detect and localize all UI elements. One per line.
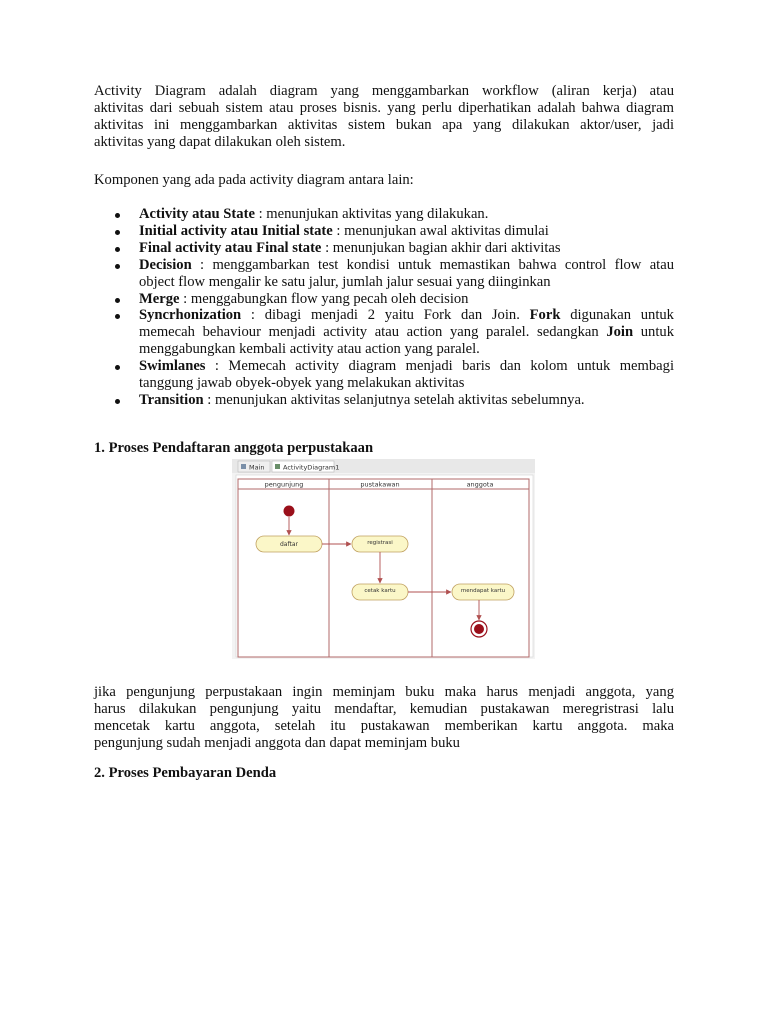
bullet-icon xyxy=(115,230,120,235)
bullet-term: Activity atau State xyxy=(139,206,255,222)
intro-line-4 xyxy=(94,134,674,151)
bullet-term: Initial activity atau Initial state xyxy=(139,222,333,239)
bullet-icon xyxy=(115,314,120,319)
intro-word: yang xyxy=(147,133,176,150)
lane-anggota: anggota xyxy=(466,480,494,489)
intro-word: sistem. xyxy=(304,133,346,150)
section2-heading: 2. Proses Pembayaran Denda xyxy=(94,765,277,781)
desc-line-3 xyxy=(94,718,674,735)
bullet-text: digunakan untuk xyxy=(560,307,674,324)
section1-description xyxy=(94,684,674,752)
bullet-term: Merge xyxy=(139,290,180,307)
list-item xyxy=(112,240,674,257)
component-list xyxy=(112,206,674,409)
desc-line-2 xyxy=(94,701,674,718)
lane-pengunjung: pengunjung xyxy=(264,480,304,489)
bullet-text: : menunjukan awal aktivitas dimulai xyxy=(332,222,549,239)
activity-mendapat-kartu xyxy=(452,584,514,600)
bullet-icon xyxy=(115,365,120,370)
bullet-text-line3: menggabungkan kembali activity atau action yang paralel. xyxy=(139,341,480,358)
bullet-text-line2: object flow mengalir ke satu jalur, jumlah jalur sesuai yang diinginkan xyxy=(139,273,551,290)
bullet-text: : menunjukan aktivitas selanjutnya setelah aktivitas sebelumnya. xyxy=(203,391,585,408)
bullet-text: : menunjukan bagian akhir dari aktivitas xyxy=(321,239,561,256)
bullet-term: Swimlanes xyxy=(139,358,206,375)
activity-diagram xyxy=(232,459,535,659)
initial-node xyxy=(284,506,295,517)
desc-line-2-text: harus dilakukan pengunjung yaitu mendaftar, kemudian pustakawan meregristrasi lalu xyxy=(94,700,674,717)
bullet-term: Decision xyxy=(139,256,192,273)
bullet-text: memecah behaviour menjadi activity atau action yang paralel. sedangkan xyxy=(139,324,607,341)
bullet-term: Syncrhonization xyxy=(139,307,242,324)
intro-paragraph xyxy=(94,83,674,151)
final-node xyxy=(471,621,487,637)
list-item xyxy=(112,392,674,409)
bullet-icon xyxy=(115,399,120,404)
intro-line-2 xyxy=(94,100,674,117)
bullet-term: Fork xyxy=(529,307,561,324)
list-item xyxy=(112,223,674,240)
intro-line-1 xyxy=(94,83,674,100)
desc-line-1 xyxy=(94,684,674,701)
bullet-text: : menggambarkan test kondisi untuk memastikan bahwa control flow atau xyxy=(191,256,674,273)
bullet-text: : menggabungkan flow yang pecah oleh decision xyxy=(179,290,469,307)
intro-word: oleh xyxy=(275,133,301,150)
bullet-text: : menunjukan aktivitas yang dilakukan. xyxy=(254,206,489,222)
intro-line-3 xyxy=(94,117,674,134)
tab-main[interactable] xyxy=(238,461,270,472)
intro-line-1-text: Activity Diagram adalah diagram yang menggambarkan workflow (aliran kerja) atau xyxy=(94,83,674,99)
intro-line-2-text: aktivitas dari sebuah sistem atau proses bisnis. yang perlu diperhatikan adalah bahwa diagram xyxy=(94,99,674,116)
intro-word: dapat xyxy=(179,133,211,150)
diagram-canvas xyxy=(236,475,533,657)
list-item xyxy=(112,206,674,223)
desc-line-4: pengunjung sudah menjadi anggota dan dapat meminjam buku xyxy=(94,734,460,751)
activity-label: daftar xyxy=(280,541,298,548)
bullet-text: untuk xyxy=(633,324,675,341)
bullet-text: : Memecah activity diagram menjadi baris dan kolom untuk membagi xyxy=(205,358,674,375)
activity-label: cetak kartu xyxy=(364,588,396,594)
desc-line-1-text: jika pengunjung perpustakaan ingin meminjam buku maka harus menjadi anggota, yang xyxy=(94,684,674,700)
lane-pustakawan: pustakawan xyxy=(360,480,400,489)
bullet-icon xyxy=(115,213,120,218)
diagram-icon xyxy=(241,464,246,469)
list-item xyxy=(112,257,674,291)
activity-label: mendapat kartu xyxy=(460,588,506,594)
bullet-term: Transition xyxy=(139,391,204,408)
list-item xyxy=(112,307,674,358)
list-item xyxy=(112,358,674,392)
tab-activity-label: ActivityDiagram1 xyxy=(283,463,340,472)
diagram-icon xyxy=(275,464,280,469)
section1-heading: 1. Proses Pendaftaran anggota perpustakaan xyxy=(94,440,374,456)
bullet-text-line2: tanggung jawab obyek-obyek yang melakukan aktivitas xyxy=(139,375,465,392)
tab-activity-diagram[interactable] xyxy=(272,461,339,472)
activity-registrasi xyxy=(352,536,408,552)
activity-label: registrasi xyxy=(367,540,393,546)
tab-main-label: Main xyxy=(249,463,265,472)
list-item xyxy=(112,291,674,308)
activity-cetak-kartu xyxy=(352,584,408,600)
activity-daftar xyxy=(256,536,322,552)
bullet-text: : dibagi menjadi 2 yaitu Fork dan Join. xyxy=(241,307,520,324)
components-intro: Komponen yang ada pada activity diagram antara lain: xyxy=(94,172,414,188)
intro-word: dilakukan xyxy=(214,133,272,150)
bullet-icon xyxy=(115,264,120,269)
intro-line-3-text: aktivitas ini menggambarkan aktivitas sistem bukan apa yang dilakukan aktor/user, jadi xyxy=(94,116,674,133)
desc-line-3-text: mencetak kartu anggota, setelah itu pustakawan memberikan kartu anggota. maka xyxy=(94,717,674,734)
intro-word: aktivitas xyxy=(94,133,144,150)
bullet-icon xyxy=(115,298,120,303)
bullet-term: Join xyxy=(606,324,634,341)
bullet-icon xyxy=(115,247,120,252)
bullet-term: Final activity atau Final state xyxy=(139,239,322,256)
